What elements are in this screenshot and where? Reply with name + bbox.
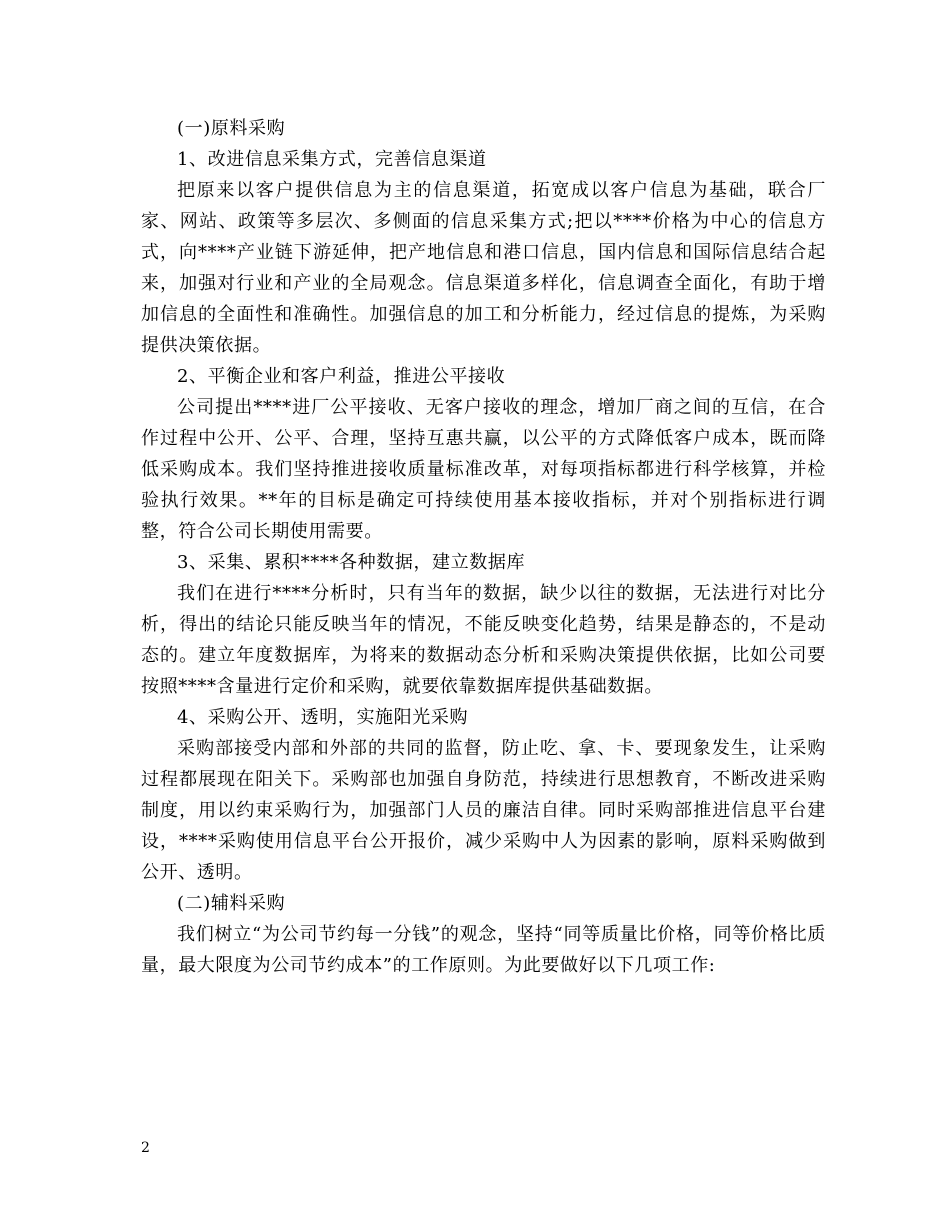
paragraph-4: 采购部接受内部和外部的共同的监督，防止吃、拿、卡、要现象发生，让采购过程都展现在阳关下。采购部也加强自身防范，持续进行思想教育，不断改进采购制度，用以约束采购行为，加强部门人员的廉洁自律。同时采购部推进信息平台建设，****采购使用信息平台公开报价，减少采购中人为因素的影响，原料采购做到公开、透明。: [141, 738, 826, 883]
paragraph-2: 公司提出****进厂公平接收、无客户接收的理念，增加厂商之间的互信，在合作过程中公开、公平、合理，坚持互惠共赢，以公平的方式降低客户成本，既而降低采购成本。我们坚持推进接收质量标准改革，对每项指标都进行科学核算，并检验执行效果。**年的目标是确定可持续使用基本接收指标，并对个别指标进行调整，符合公司长期使用需要。: [141, 397, 826, 542]
section-heading-auxiliary: (二)辅料采购: [177, 893, 286, 914]
subheading-3: 3、采集、累积****各种数据，建立数据库: [177, 552, 526, 573]
subheading-2: 2、平衡企业和客户利益，推进公平接收: [177, 366, 506, 387]
paragraph-3: 我们在进行****分析时，只有当年的数据，缺少以往的数据，无法进行对比分析，得出的结论只能反映当年的情况，不能反映变化趋势，结果是静态的，不是动态的。建立年度数据库，为将来的数据动态分析和采购决策提供依据，比如公司要按照****含量进行定价和采购，就要依靠数据库提供基础数据。: [141, 583, 826, 697]
subheading-1: 1、改进信息采集方式，完善信息渠道: [177, 149, 487, 170]
document-body: [141, 113, 826, 981]
paragraph-1: 把原来以客户提供信息为主的信息渠道，拓宽成以客户信息为基础，联合厂家、网站、政策等多层次、多侧面的信息采集方式;把以****价格为中心的信息方式，向****产业链下游延伸，把产地信息和港口信息，国内信息和国际信息结合起来，加强对行业和产业的全局观念。信息渠道多样化，信息调查全面化，有助于增加信息的全面性和准确性。加强信息的加工和分析能力，经过信息的提炼，为采购提供决策依据。: [141, 180, 826, 356]
paragraph-5: 我们树立“为公司节约每一分钱”的观念，坚持“同等质量比价格，同等价格比质量，最大限度为公司节约成本”的工作原则。为此要做好以下几项工作:: [141, 924, 826, 976]
page-number: 2: [141, 1140, 150, 1156]
section-heading-raw-material: (一)原料采购: [177, 118, 286, 139]
subheading-4: 4、采购公开、透明，实施阳光采购: [177, 707, 469, 728]
